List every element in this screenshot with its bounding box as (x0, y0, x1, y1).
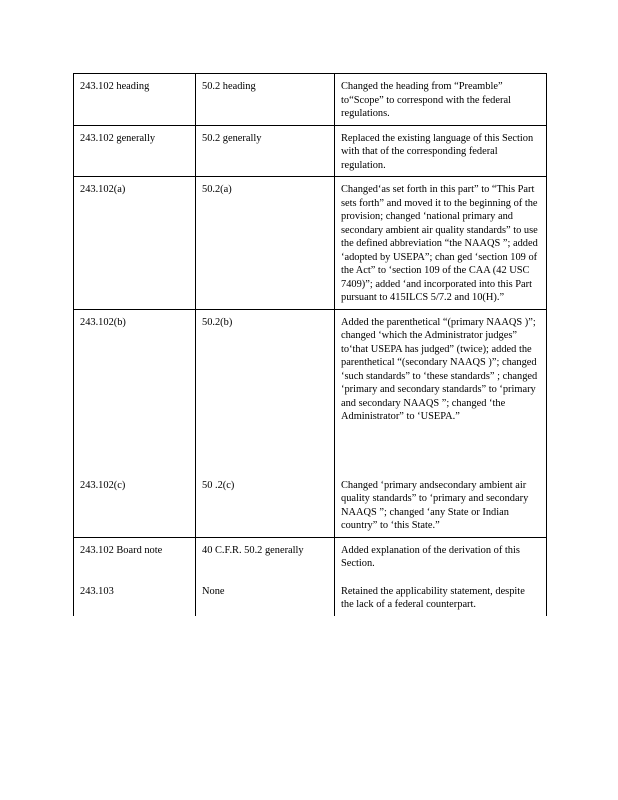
notes-cell: Changed‘as set forth in this part” to “This Part sets forth” and moved it to the beginning of the provision; changed ‘national primary and secondary ambient air quality standards” to use the defined abbreviation “the NAAQS ”; added ‘adopted by USEPA”; chan ged ‘section 109 of the Act” to ‘section 109 of the CAA (42 USC 7409)”; added ‘and incorporated into this Part pursuant to 415ILCS 5/7.2 and 10(H).” (335, 177, 547, 310)
source-cell (196, 537, 335, 616)
section-103: 243.103 (80, 585, 114, 597)
section-cell (74, 309, 196, 537)
source-cell (196, 309, 335, 537)
source-cell: 50.2(a) (196, 177, 335, 310)
source-b: 50.2(b) (202, 316, 233, 328)
source-board-note: 40 C.F.R. 50.2 generally (202, 544, 304, 556)
notes-103: Retained the applicability statement, despite the lack of a federal counterpart. (341, 585, 525, 610)
notes-b: Added the parenthetical “(primary NAAQS )”; changed ‘which the Administrator judges” to‘that USEPA has judged” (twice); added the parenthetical “(secondary NAAQS )”; changed ‘such standards” to ‘these standards” ; changed ‘primary and secondary standards” to ‘primary and secondary NAAQS ”; changed ‘the Administrator” to ‘USEPA.” (341, 316, 538, 422)
table-row (74, 309, 547, 537)
section-cell: 243.102 generally (74, 125, 196, 177)
notes-cell: Changed the heading from “Preamble” to“Scope” to correspond with the federal regulations. (335, 74, 547, 126)
notes-cell: Replaced the existing language of this Section with that of the corresponding federal regulation. (335, 125, 547, 177)
source-103: None (202, 585, 225, 597)
section-b: 243.102(b) (80, 316, 126, 328)
section-board-note: 243.102 Board note (80, 544, 163, 556)
section-cell: 243.102 heading (74, 74, 196, 126)
source-cell: 50.2 heading (196, 74, 335, 126)
section-cell (74, 537, 196, 616)
table-row (74, 177, 547, 310)
table-row (74, 74, 547, 126)
source-cell: 50.2 generally (196, 125, 335, 177)
notes-c: Changed ‘primary andsecondary ambient air quality standards” to ‘primary and secondary NAAQS ”; changed ‘any State or Indian country” to ‘this State.” (341, 479, 529, 531)
conversion-table (73, 73, 547, 616)
table-row (74, 125, 547, 177)
source-c: 50 .2(c) (202, 479, 235, 491)
section-cell: 243.102(a) (74, 177, 196, 310)
notes-cell (335, 309, 547, 537)
table-row (74, 537, 547, 616)
notes-board-note: Added explanation of the derivation of this Section. (341, 544, 520, 569)
section-c: 243.102(c) (80, 479, 126, 491)
notes-cell (335, 537, 547, 616)
